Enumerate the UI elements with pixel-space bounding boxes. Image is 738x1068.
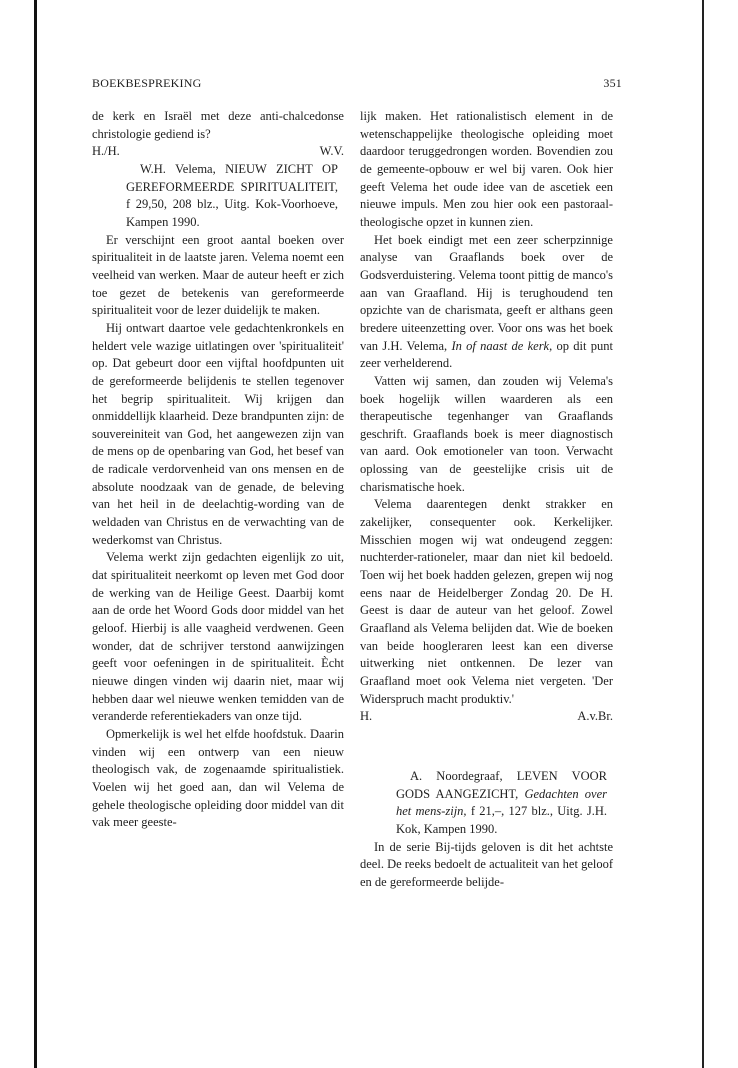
review-subtitle: Gedachten over het mens-zijn,: [396, 786, 607, 819]
left-column: [92, 108, 344, 832]
paragraph: Er verschijnt een groot aantal boeken over spiritualiteit in de laatste jaren. Velema noemt een veelheid van werken. Maar de auteur heeft er zich toe gezet de betekenis van gereformeerde spiritualiteit voor de lezer duidelijk te maken.: [92, 232, 344, 318]
paragraph: Opmerkelijk is wel het elfde hoofdstuk. Daarin vinden wij een ontwerp van een nieuw theologisch vak, de zogenaamde spiritualistiek. Voelen wij het goed aan, dan wil Velema de gehele theologische opleiding door middel van dit vak meer geeste-: [92, 726, 344, 830]
section-title: BOEKBESPREKING: [92, 76, 202, 90]
review-heading: [360, 768, 613, 839]
page-edge-right: [702, 0, 704, 1068]
signature-line: [360, 708, 613, 726]
paragraph: Vatten wij samen, dan zouden wij Velema's boek hogelijk willen waarderen als een therapeutische tegenhanger van Graaflands geschrift. Graaflands boek is meer diagnostisch van aard. Ook emotioneler van toon. Verwacht oplossing van de geestelijke crisis uit de charismatische hoek.: [360, 373, 613, 494]
page-edge-left: [34, 0, 37, 1068]
page-number: 351: [603, 76, 622, 90]
running-head: [92, 76, 622, 91]
signature-author: W.V.: [319, 144, 344, 159]
signature-initials: H.: [360, 709, 373, 724]
section-spacer: [360, 726, 613, 768]
paragraph: In de serie Bij-tijds geloven is dit het achtste deel. De reeks bedoelt de actualiteit van het geloof en de gereformeerde belijde-: [360, 839, 614, 889]
paragraph-text: Het boek eindigt met een zeer scherpzinnige analyse van Graaflands boek over de Godsverduistering. Velema toont pittig de manco's aan van Graafland. Hij is terughoudend ten opzichte van de charismata, geeft er althans geen bredere uiteenzetting over. Voor ons was het boek van J.H. Velema,: [360, 232, 613, 353]
signature-line: [92, 143, 344, 161]
paragraph: Velema werkt zijn gedachten eigenlijk zo uit, dat spiritualiteit neerkomt op leven met God door de werking van de Heilige Geest. Daarbij komt aan de orde het Woord Gods door middel van het geloof. Hierbij is alle vaagheid verdwenen. Geen wonder, dat de schrijver terstond aanwijzingen geeft voor oefeningen in de spiritualiteit. Ècht nieuwe dingen vinden wij daarin niet, maar wij hebben daar wel nieuwe wenken temidden van de veranderde referentiekaders van onze tijd.: [92, 550, 344, 724]
review-heading-text: f 21,–, 127 blz., Uitg. J.H. Kok, Kampen 1990.: [396, 804, 607, 836]
review-heading: W.H. Velema, NIEUW ZICHT OP GEREFORMEERDE SPIRITUALITEIT, f 29,50, 208 blz., Uitg. Kok-Voorhoeve, Kampen 1990.: [126, 161, 338, 229]
right-column: [360, 108, 613, 892]
book-title: In of naast de kerk: [451, 338, 550, 353]
opening-text: de kerk en Israël met deze anti-chalcedonse christologie gediend is?: [92, 109, 344, 141]
paragraph: [360, 232, 613, 373]
signature-initials: H./H.: [92, 144, 120, 159]
paragraph: lijk maken. Het rationalistisch element in de wetenschappelijke theologische opleiding moet daardoor teruggedrongen worden. Bovendien zou de gemeente-opbouw er wel bij varen. Ook hier geeft Velema het oude idee van de ascetiek een nieuwe impuls. Men zou hier ook een pastoraal-theologische opzet in kunnen zien.: [360, 109, 613, 229]
review-heading-text: A. Noordegraaf, LEVEN VOOR GODS AANGEZICHT,: [396, 768, 607, 801]
paragraph: Velema daarentegen denkt strakker en zakelijker, consequenter ook. Kerkelijker. Misschien mogen wij wat ondeugend zeggen: nuchterder-rationeler, maar dan niet kil bedoeld. Toen wij het boek hadden gelezen, grepen wij nog eens naar de Heidelberger Zondag 20. De H. Geest is daar de auteur van het geloof. Zowel Graafland als Velema belijden dat. Wie de boeken van beide hoogleraren leest kan een diverse uitwerking niet ontkennen. De lezer van Graafland moet ook Velema niet vergeten. 'Der Widerspruch macht produktiv.': [360, 497, 613, 706]
signature-author: A.v.Br.: [577, 709, 613, 724]
paragraph: Hij ontwart daartoe vele gedachtenkronkels en heldert vele wazige uitlatingen over 'spiritualiteit' op. Dat gebeurt door een vijftal hoofdpunten uit de gereformeerde belijdenis te stellen tegenover het begrip spiritualiteit. Wij krijgen dan onmiddellijk klaarheid. Deze brandpunten zijn: de souvereiniteit van God, het aangewezen zijn van de mens op de openbaring van God, het besef van de radicale verdorvenheid van ons mensen en de absolute noodzaak van de genade, de beleving van het heil in de deelachtig-wording van de weldaden van Christus en de verwachting van de wederkomst van Christus.: [92, 320, 344, 547]
paragraph-text: , op dit punt zeer verhelderend.: [360, 338, 614, 371]
